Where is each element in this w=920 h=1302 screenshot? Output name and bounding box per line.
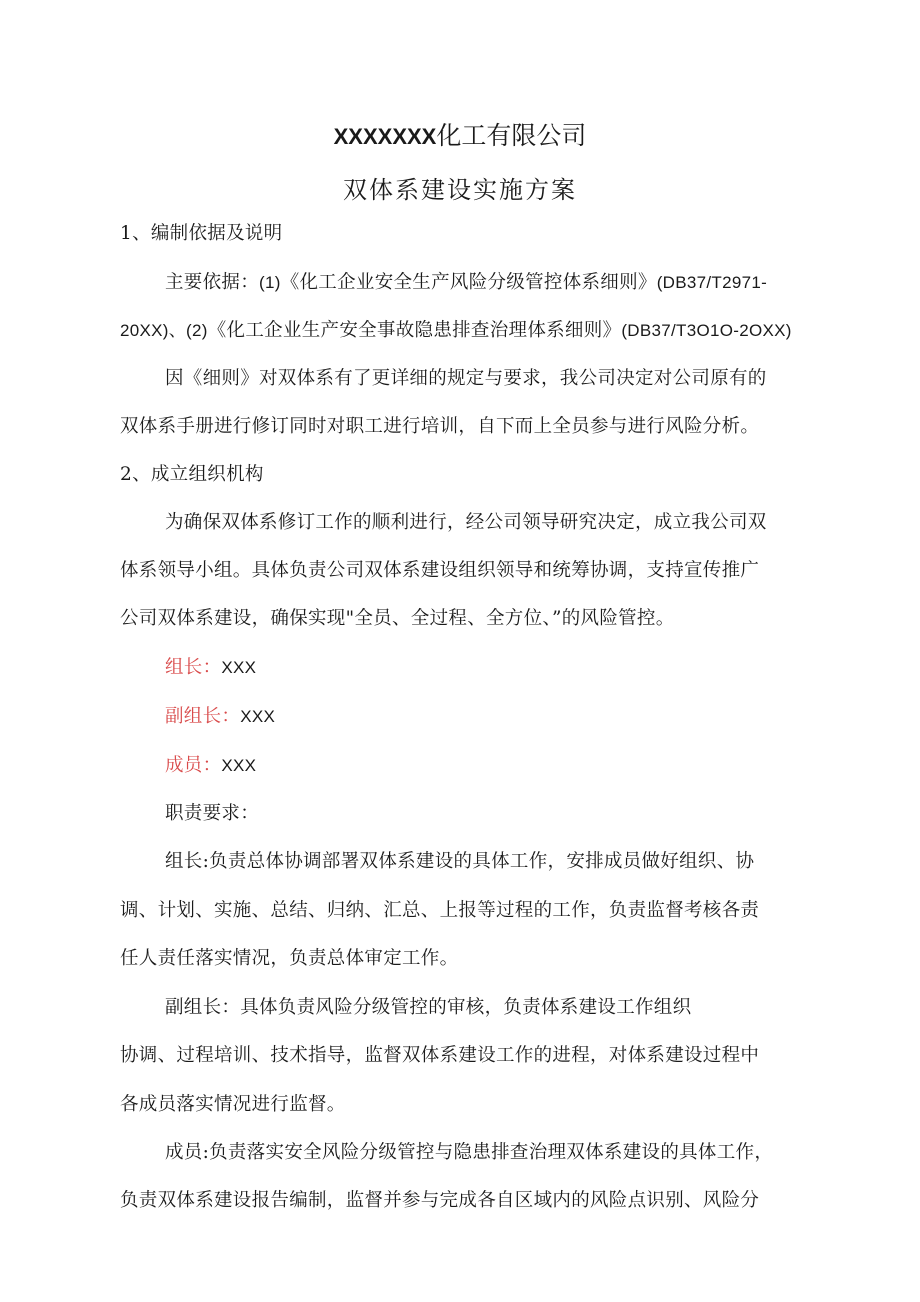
- member-name: XXX: [221, 658, 257, 677]
- basis-ref-1-code: (DB37/T2971-: [656, 273, 768, 292]
- member-role: 成员：: [165, 755, 222, 776]
- basis-ref-2-title: 《化工企业生产安全事故隐患排查治理体系细则》: [207, 320, 622, 341]
- member-name: XXX: [221, 756, 257, 775]
- leader-duty-line-3: 任人责任落实情况，负责总体审定工作。: [120, 948, 459, 969]
- basis-ref-1-num: (1): [259, 273, 281, 292]
- section2-heading: 2、成立组织机构: [120, 464, 264, 485]
- section2-para-line-2: 体系领导小组。具体负责公司双体系建设组织领导和统筹协调，支持宣传推广: [120, 560, 760, 581]
- company-name-placeholder: XXXXXXX: [333, 124, 437, 149]
- member-role: 组长：: [165, 657, 222, 678]
- member-members: [165, 754, 256, 778]
- section1-para-line-2: 双体系手册进行修订同时对职工进行培训，自下而上全员参与进行风险分析。: [120, 416, 760, 437]
- leader-duty-line-2: 调、计划、实施、总结、归纳、汇总、上报等过程的工作，负责监督考核各责: [120, 900, 760, 921]
- section1-heading: 1、编制依据及说明: [120, 223, 283, 244]
- company-title: [0, 116, 920, 152]
- basis-ref-1-title: 《化工企业安全生产风险分级管控体系细则》: [280, 272, 657, 293]
- company-name-suffix: 化工有限公司: [436, 121, 587, 150]
- deputy-duty-line-2: 协调、过程培训、技术指导，监督双体系建设工作的进程，对体系建设过程中: [120, 1045, 760, 1066]
- basis-line-2: [120, 319, 792, 343]
- basis-label: 主要依据：: [165, 272, 260, 293]
- member-leader: [165, 656, 256, 680]
- duties-heading: 职责要求：: [165, 803, 260, 824]
- section1-para-line-1: 因《细则》对双体系有了更详细的规定与要求，我公司决定对公司原有的: [165, 368, 767, 389]
- basis-ref-2-code: (DB37/T3O1O-2OXX): [621, 321, 792, 340]
- leader-duty-line-1: 组长:负责总体协调部署双体系建设的具体工作，安排成员做好组织、协: [165, 851, 755, 872]
- deputy-duty-line-1: 副组长：具体负责风险分级管控的审核，负责体系建设工作组织: [165, 997, 692, 1018]
- section2-para-line-3: 公司双体系建设，确保实现"全员、全过程、全方位、”的风险管控。: [120, 608, 675, 629]
- basis-line-1: [165, 271, 767, 295]
- document-title: 双体系建设实施方案: [343, 176, 577, 204]
- member-name: XXX: [240, 707, 276, 726]
- basis-ref-2-num: 20XX)、(2): [120, 321, 208, 340]
- member-role: 副组长：: [165, 706, 241, 727]
- section2-para-line-1: 为确保双体系修订工作的顺利进行，经公司领导研究决定，成立我公司双: [165, 512, 767, 533]
- member-duty-line-2: 负责双体系建设报告编制，监督并参与完成各自区域内的风险点识别、风险分: [120, 1190, 760, 1211]
- member-duty-line-1: 成员:负责落实安全风险分级管控与隐患排查治理双体系建设的具体工作，: [165, 1142, 774, 1163]
- deputy-duty-line-3: 各成员落实情况进行监督。: [120, 1094, 346, 1115]
- member-deputy: [165, 705, 275, 729]
